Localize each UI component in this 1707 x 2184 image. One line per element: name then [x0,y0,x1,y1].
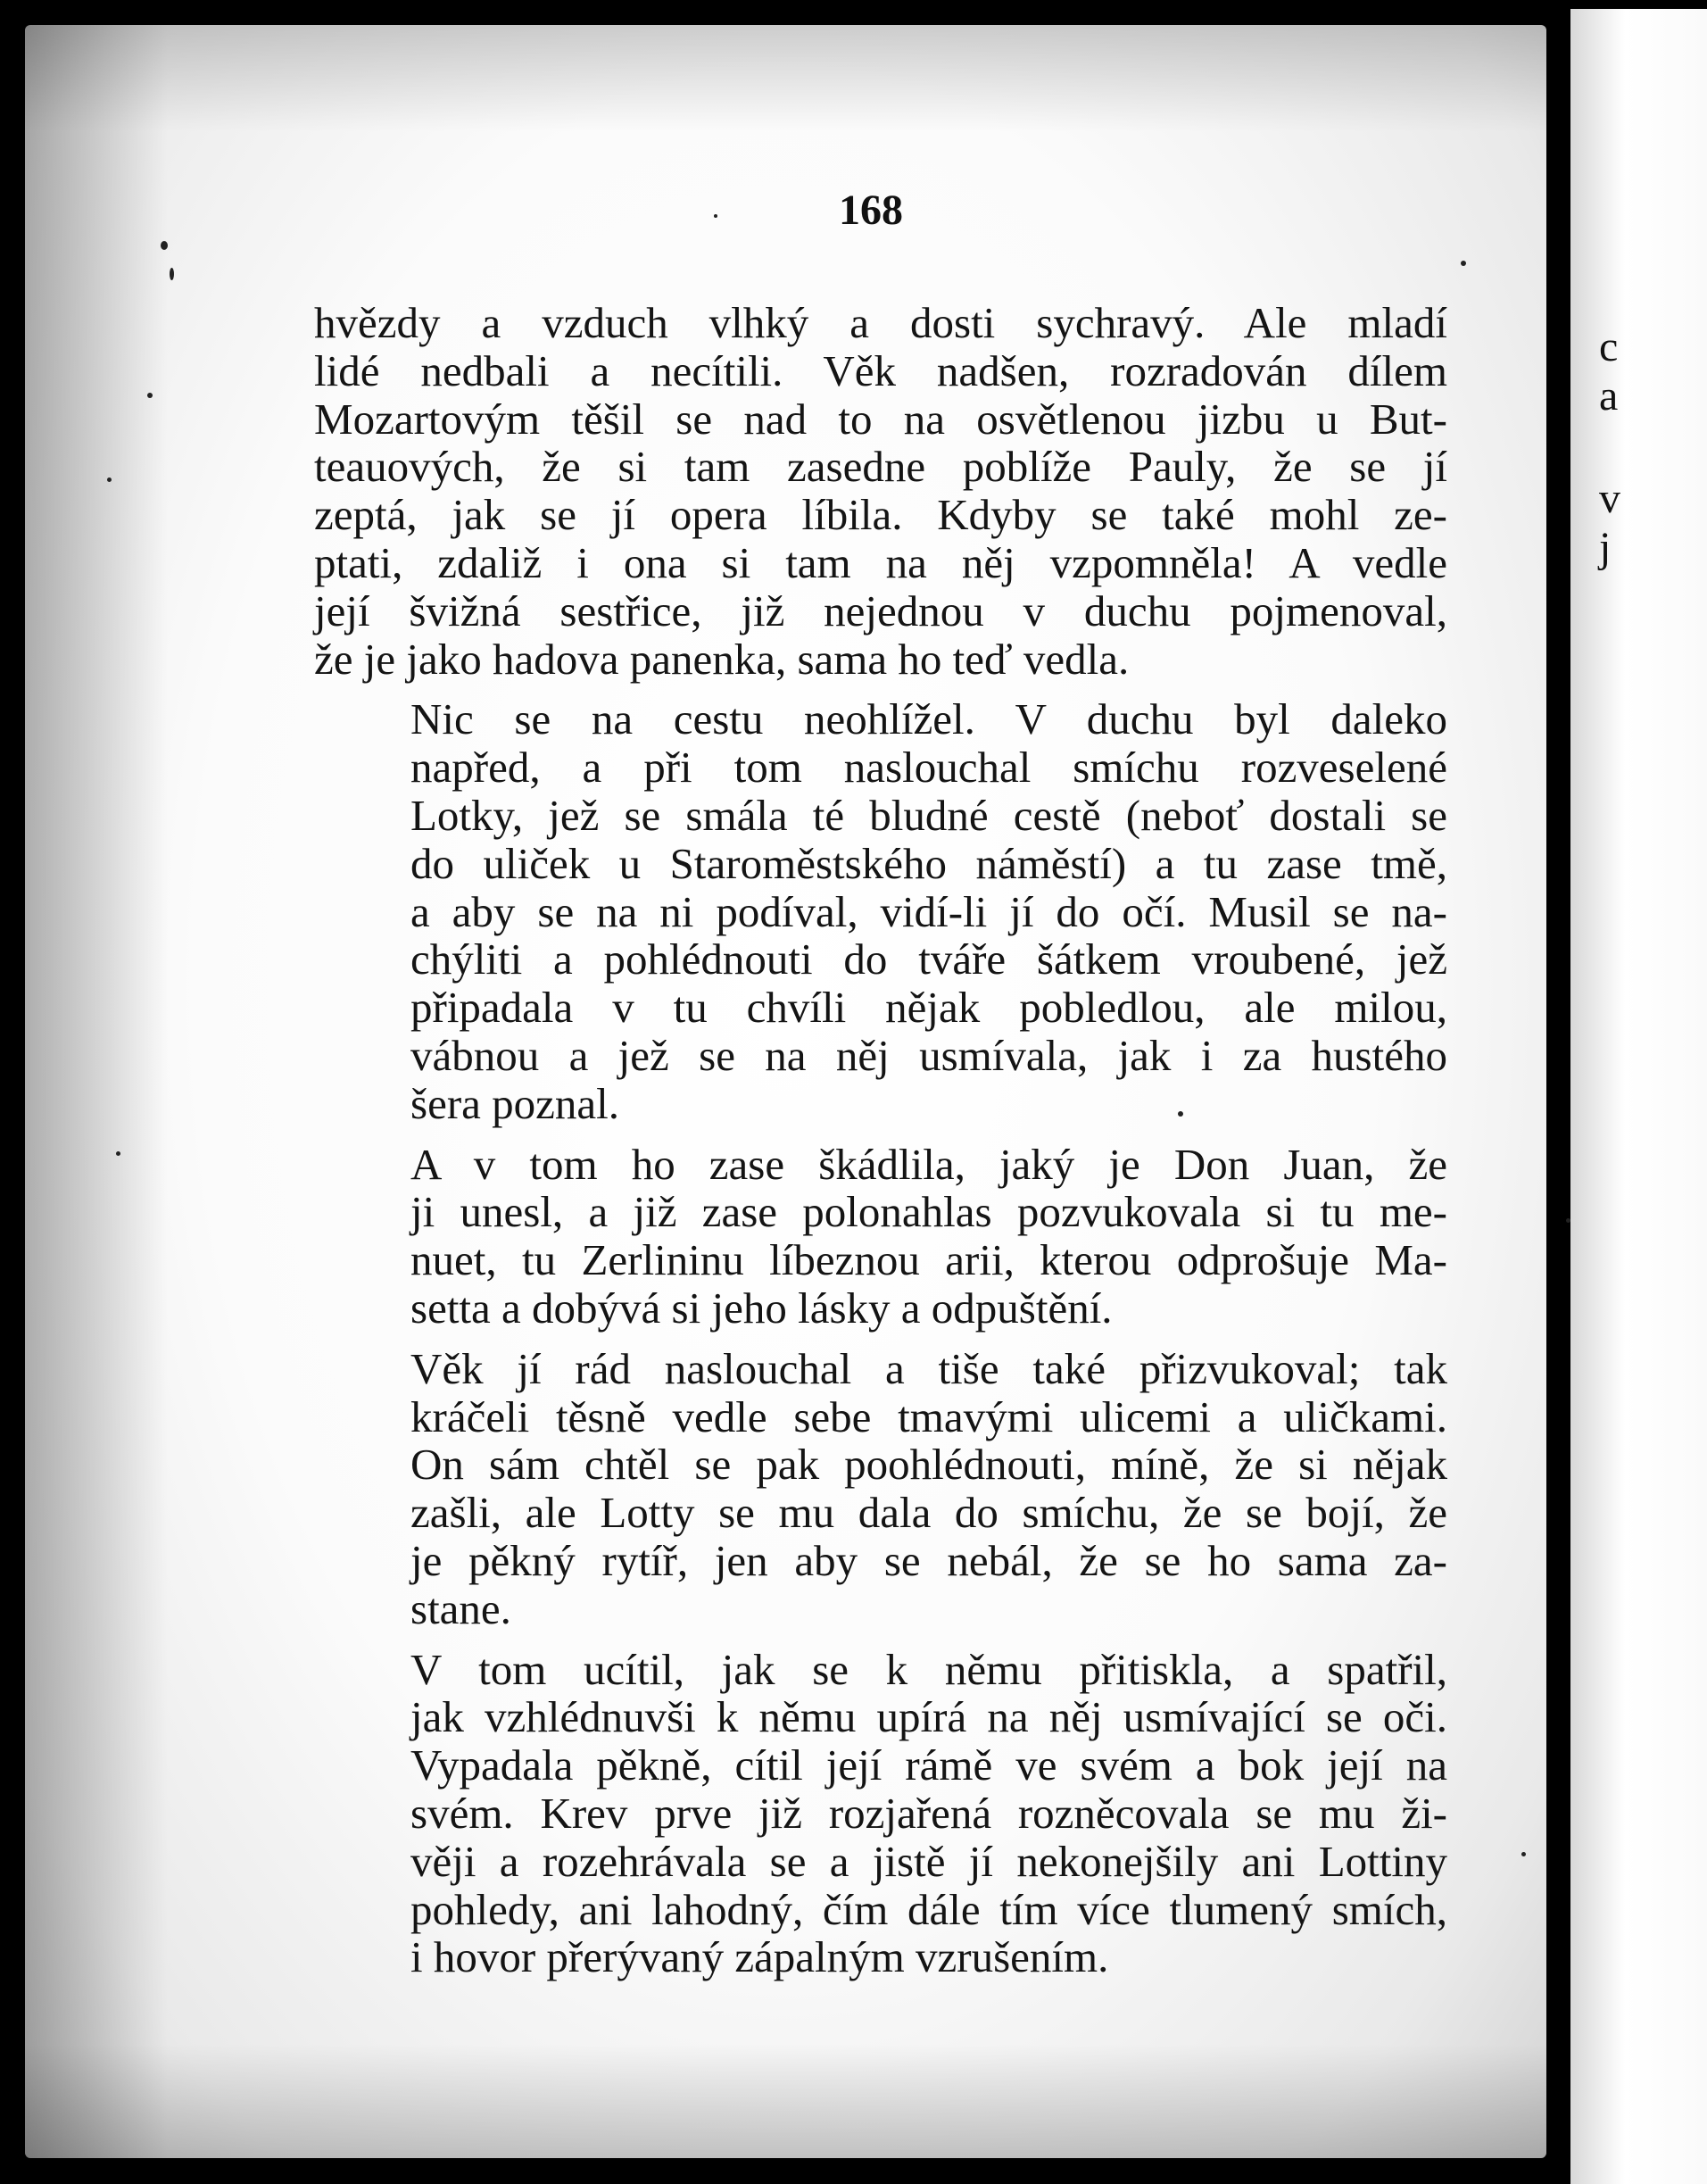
text-line: kráčeli těsně vedle sebe tmavými ulicemi a uličkami. [410,1391,1447,1441]
text-line: šera poznal. [410,1078,619,1128]
scan-speck [116,1151,120,1156]
text-line: stane. [410,1583,511,1633]
scan-speck [1461,261,1466,266]
text-line: její švižná sestřice, již nejednou v duchu pojmenoval, [314,585,1447,635]
adjacent-page-edge [1570,9,1707,2184]
paragraph [314,1345,1447,1633]
paragraph [314,695,1447,1127]
text-line: i hovor přerývaný zápalným vzrušením. [410,1932,1109,1982]
text-line: hvězdy a vzduch vlhký a dosti sychravý. Ale mladí [314,298,1447,347]
scan-speck [1178,1111,1183,1117]
paragraph [314,1646,1447,1982]
page-number: 168 [839,187,903,234]
text-line: připadala v tu chvíli nějak pobledlou, ale milou, [410,983,1447,1033]
text-line: Vypadala pěkně, cítil její rámě ve svém a bok její na [410,1740,1447,1790]
text-line: ptati, zdaliž i ona si tam na něj vzpomněla! A vedle [314,537,1447,587]
scan-speck [1566,1218,1570,1223]
text-line: jak vzhlédnuvši k němu upírá na něj usmívající se oči. [410,1692,1447,1742]
text-line: Mozartovým těšil se nad to na osvětlenou jizbu u But- [314,394,1447,444]
text-line: zeptá, jak se jí opera líbila. Kdyby se také mohl ze- [314,490,1447,540]
scan-speck [161,241,168,250]
text-line: ji unesl, a již zase polonahlas pozvukovala si tu me- [410,1187,1447,1237]
text-line: chýliti a pohlédnouti do tváře šátkem vroubené, jež [410,934,1447,984]
adjacent-page-fragment: v [1599,475,1620,522]
text-line: V tom ucítil, jak se k němu přitiskla, a spatřil, [410,1644,1447,1694]
text-line: zašli, ale Lotty se mu dala do smíchu, že se bojí, že [410,1488,1447,1538]
text-line: pohledy, ani lahodný, čím dále tím více tlumený smích, [410,1884,1447,1934]
scan-speck [107,477,112,482]
paragraph [314,1141,1447,1333]
text-line: On sám chtěl se pak poohlédnouti, míně, že si nějak [410,1440,1447,1490]
text-line: a aby se na ni podíval, vidí-li jí do očí. Musil se na- [410,886,1447,936]
scan-speck [714,214,717,218]
paragraph [314,299,1447,683]
text-line: že je jako hadova panenka, sama ho teď vedla. [314,634,1130,684]
text-line: svém. Krev prve již rozjařená rozněcovala se mu ži- [410,1788,1447,1838]
text-line: Lotky, jež se smála té bludné cestě (neboť dostali se [410,790,1447,840]
text-line: věji a rozehrávala se a jistě jí nekonejšily ani Lottiny [410,1836,1447,1886]
text-line: Nic se na cestu neohlížel. V duchu byl daleko [410,694,1447,744]
text-line: nuet, tu Zerlininu líbeznou arii, kterou odprošuje Ma- [410,1235,1447,1285]
adjacent-page-fragment: c [1599,323,1619,370]
text-line: lidé nedbali a necítili. Věk nadšen, rozradován dílem [314,345,1447,395]
scan-speck [1521,1852,1526,1856]
scan-speck [170,268,174,280]
text-line: A v tom ho zase škádlila, jaký je Don Juan, že [410,1139,1447,1189]
text-line: Věk jí rád naslouchal a tiše také přizvukoval; tak [410,1343,1447,1393]
page-body-text [314,299,1447,1994]
adjacent-page-fragment: j [1599,524,1612,571]
adjacent-page-fragment: a [1599,372,1619,419]
text-line: je pěkný rytíř, jen aby se nebál, že se ho sama za- [410,1535,1447,1585]
text-line: vábnou a jež se na něj usmívala, jak i za hustého [410,1030,1447,1080]
scan-speck [147,393,153,398]
text-line: teauových, že si tam zasedne poblíže Pauly, že se jí [314,442,1447,492]
text-line: do uliček u Staroměstského náměstí) a tu zase tmě, [410,838,1447,888]
text-line: napřed, a při tom naslouchal smíchu rozveselené [410,743,1447,793]
text-line: setta a dobývá si jeho lásky a odpuštění. [410,1283,1113,1333]
